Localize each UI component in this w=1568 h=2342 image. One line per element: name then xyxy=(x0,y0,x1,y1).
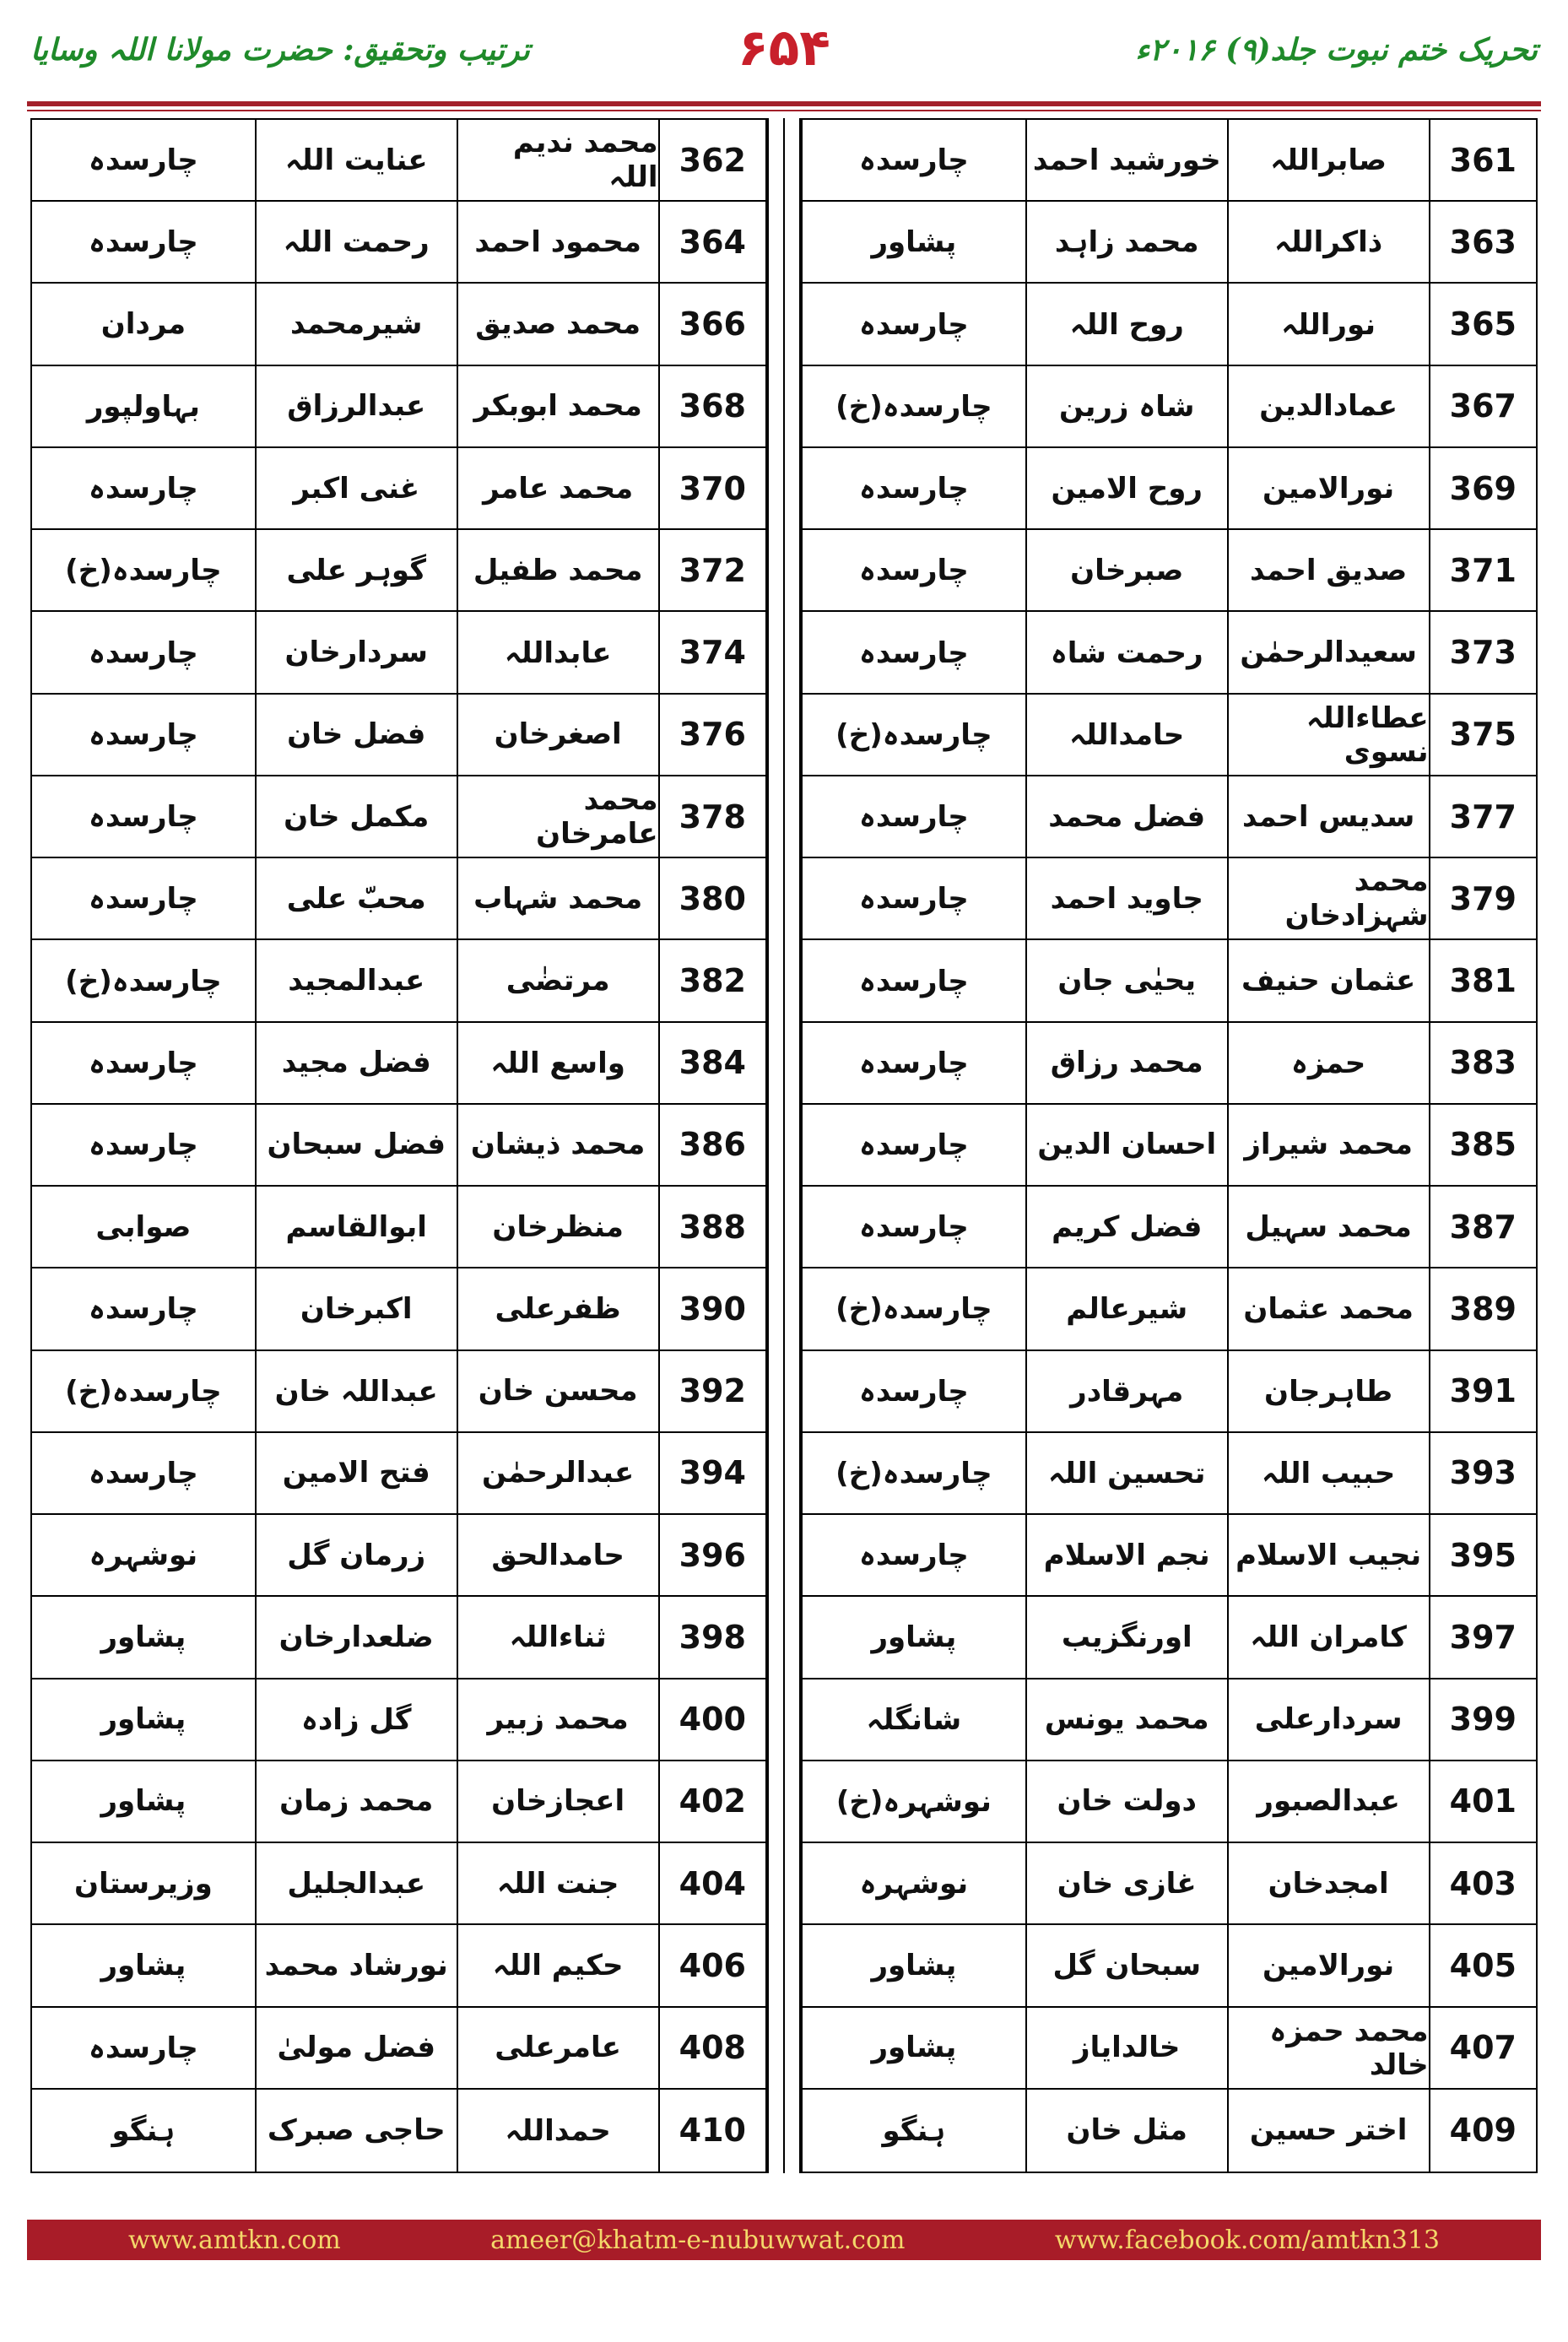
place-name: چارسدہ xyxy=(858,882,969,917)
place-name: چارسدہ xyxy=(88,1292,198,1327)
place-name: چارسدہ xyxy=(88,143,198,178)
serial-number: 364 xyxy=(658,202,765,282)
place-name: شانگلہ xyxy=(866,1702,962,1737)
table-row xyxy=(32,1925,765,2007)
table-left-half xyxy=(30,118,767,2173)
person-name: محمد ندیم اللہ xyxy=(457,120,658,200)
serial-number: 366 xyxy=(658,284,765,364)
father-name: احسان الدین xyxy=(1025,1105,1227,1185)
person-name: محمد طفیل xyxy=(457,530,658,610)
compiler-credit: ترتیب وتحقیق: حضرت مولانا اللہ وسایا xyxy=(30,32,530,68)
person-name: محمد زبیر xyxy=(457,1679,658,1760)
table-row xyxy=(803,1597,1536,1679)
serial-number: 407 xyxy=(1429,2008,1536,2088)
father-name: جاوید احمد xyxy=(1025,858,1227,938)
father-name: عبداللہ خان xyxy=(255,1351,457,1431)
person-name: محمد شیراز xyxy=(1227,1105,1429,1185)
person-name: منظرخان xyxy=(457,1187,658,1267)
table-row xyxy=(803,1679,1536,1761)
person-name: محمد حمزہ خالد xyxy=(1227,2008,1429,2088)
serial-number: 368 xyxy=(658,366,765,446)
serial-number: 370 xyxy=(658,448,765,528)
father-name: اکبرخان xyxy=(255,1268,457,1349)
place-name: چارسدہ xyxy=(88,717,198,752)
place-name: چارسدہ xyxy=(858,143,969,178)
names-table xyxy=(30,118,1538,2173)
father-name: مہرقادر xyxy=(1025,1351,1227,1431)
place-name: مردان xyxy=(100,307,187,342)
page-footer xyxy=(27,2220,1541,2260)
father-name: روح اللہ xyxy=(1025,284,1227,364)
person-name: عبدالرحمٰن xyxy=(457,1433,658,1513)
table-row xyxy=(32,695,765,776)
father-name: زرمان گل xyxy=(255,1515,457,1595)
table-row xyxy=(32,1023,765,1105)
person-name: محمد ذیشان xyxy=(457,1105,658,1185)
table-row xyxy=(32,1351,765,1433)
person-name: محمد عثمان xyxy=(1227,1268,1429,1349)
serial-number: 410 xyxy=(658,2090,765,2172)
person-name: حمداللہ xyxy=(457,2090,658,2172)
father-name: فتح الامین xyxy=(255,1433,457,1513)
father-name: غنی اکبر xyxy=(255,448,457,528)
serial-number: 401 xyxy=(1429,1761,1536,1842)
person-name: مرتضٰی xyxy=(457,940,658,1020)
person-name: محسن خان xyxy=(457,1351,658,1431)
father-name: یحیٰی جان xyxy=(1025,940,1227,1020)
person-name: عبدالصبور xyxy=(1227,1761,1429,1842)
serial-number: 409 xyxy=(1429,2090,1536,2172)
table-row xyxy=(803,366,1536,448)
person-name: عامرعلی xyxy=(457,2008,658,2088)
serial-number: 361 xyxy=(1429,120,1536,200)
table-divider xyxy=(767,118,801,2173)
father-name: حاجی صبرک xyxy=(255,2090,457,2172)
table-row xyxy=(803,776,1536,858)
serial-number: 388 xyxy=(658,1187,765,1267)
place-name: چارسدہ xyxy=(88,1046,198,1080)
serial-number: 373 xyxy=(1429,612,1536,692)
table-row xyxy=(32,284,765,365)
father-name: فضل مولیٰ xyxy=(255,2008,457,2088)
table-row xyxy=(803,940,1536,1022)
father-name: شیرمحمد xyxy=(255,284,457,364)
table-row xyxy=(32,2008,765,2090)
email-link[interactable]: ameer@khatm-e-nubuwwat.com xyxy=(490,2225,906,2255)
father-name: مثل خان xyxy=(1025,2090,1227,2172)
person-name: سدیس احمد xyxy=(1227,776,1429,857)
serial-number: 374 xyxy=(658,612,765,692)
place-name: نوشہرہ xyxy=(89,1539,198,1573)
father-name: فضل کریم xyxy=(1025,1187,1227,1267)
place-name: چارسدہ xyxy=(88,2031,198,2065)
person-name: واسع اللہ xyxy=(457,1023,658,1103)
father-name: مکمل خان xyxy=(255,776,457,857)
person-name: محمد شہاب xyxy=(457,858,658,938)
father-name: شاہ زرین xyxy=(1025,366,1227,446)
serial-number: 395 xyxy=(1429,1515,1536,1595)
table-row xyxy=(32,1679,765,1761)
person-name: کامران اللہ xyxy=(1227,1597,1429,1677)
serial-number: 405 xyxy=(1429,1925,1536,2005)
person-name: نورالامین xyxy=(1227,1925,1429,2005)
place-name: چارسدہ xyxy=(858,1374,969,1409)
serial-number: 391 xyxy=(1429,1351,1536,1431)
serial-number: 393 xyxy=(1429,1433,1536,1513)
place-name: وزیرستان xyxy=(74,1866,213,1901)
serial-number: 363 xyxy=(1429,202,1536,282)
table-row xyxy=(803,1187,1536,1268)
person-name: سردارعلی xyxy=(1227,1679,1429,1760)
father-name: عبدالرزاق xyxy=(255,366,457,446)
father-name: خورشید احمد xyxy=(1025,120,1227,200)
serial-number: 384 xyxy=(658,1023,765,1103)
serial-number: 399 xyxy=(1429,1679,1536,1760)
place-name: چارسدہ(خ) xyxy=(835,389,992,424)
place-name: چارسدہ xyxy=(858,472,969,506)
person-name: حامدالحق xyxy=(457,1515,658,1595)
person-name: حمزہ xyxy=(1227,1023,1429,1103)
person-name: ذاکراللہ xyxy=(1227,202,1429,282)
place-name: چارسدہ(خ) xyxy=(65,964,222,998)
person-name: محمد ابوبکر xyxy=(457,366,658,446)
place-name: چارسدہ(خ) xyxy=(835,1292,992,1327)
serial-number: 402 xyxy=(658,1761,765,1842)
facebook-link[interactable]: www.facebook.com/amtkn313 xyxy=(1054,2225,1440,2255)
serial-number: 371 xyxy=(1429,530,1536,610)
serial-number: 400 xyxy=(658,1679,765,1760)
place-name: چارسدہ xyxy=(858,636,969,670)
serial-number: 385 xyxy=(1429,1105,1536,1185)
father-name: محمد زمان xyxy=(255,1761,457,1842)
table-row xyxy=(32,612,765,694)
place-name: چارسدہ xyxy=(858,554,969,588)
table-row xyxy=(803,2008,1536,2090)
father-name: عنایت اللہ xyxy=(255,120,457,200)
person-name: محمد سہیل xyxy=(1227,1187,1429,1267)
father-name: فضل محمد xyxy=(1025,776,1227,857)
serial-number: 377 xyxy=(1429,776,1536,857)
person-name: ثناءاللہ xyxy=(457,1597,658,1677)
father-name: رحمت اللہ xyxy=(255,202,457,282)
person-name: ظفرعلی xyxy=(457,1268,658,1349)
serial-number: 367 xyxy=(1429,366,1536,446)
place-name: چارسدہ xyxy=(88,636,198,670)
person-name: نورالامین xyxy=(1227,448,1429,528)
father-name: دولت خان xyxy=(1025,1761,1227,1842)
person-name: صدیق احمد xyxy=(1227,530,1429,610)
place-name: ہنگو xyxy=(882,2113,946,2148)
father-name: فضل مجید xyxy=(255,1023,457,1103)
serial-number: 376 xyxy=(658,695,765,775)
person-name: محمد عامر xyxy=(457,448,658,528)
serial-number: 403 xyxy=(1429,1843,1536,1923)
place-name: چارسدہ(خ) xyxy=(65,1374,222,1409)
table-row xyxy=(32,1433,765,1515)
father-name: محمد زاہد xyxy=(1025,202,1227,282)
father-name: عبدالجلیل xyxy=(255,1843,457,1923)
place-name: بہاولپور xyxy=(86,389,200,424)
table-row xyxy=(32,448,765,530)
serial-number: 372 xyxy=(658,530,765,610)
father-name: تحسین اللہ xyxy=(1025,1433,1227,1513)
place-name: چارسدہ xyxy=(858,307,969,342)
serial-number: 383 xyxy=(1429,1023,1536,1103)
table-row xyxy=(32,1515,765,1597)
table-row xyxy=(32,1105,765,1187)
serial-number: 375 xyxy=(1429,695,1536,775)
place-name: پشاور xyxy=(100,1948,187,1982)
table-row xyxy=(32,1597,765,1679)
person-name: نوراللہ xyxy=(1227,284,1429,364)
table-row xyxy=(32,1761,765,1843)
person-name: اختر حسین xyxy=(1227,2090,1429,2172)
person-name: عابداللہ xyxy=(457,612,658,692)
person-name: جنت اللہ xyxy=(457,1843,658,1923)
serial-number: 386 xyxy=(658,1105,765,1185)
person-name: امجدخان xyxy=(1227,1843,1429,1923)
table-row xyxy=(32,202,765,284)
table-row xyxy=(803,695,1536,776)
father-name: محمد رزاق xyxy=(1025,1023,1227,1103)
father-name: سردارخان xyxy=(255,612,457,692)
father-name: ضلعدارخان xyxy=(255,1597,457,1677)
father-name: عبدالمجید xyxy=(255,940,457,1020)
table-row xyxy=(803,1515,1536,1597)
person-name: اصغرخان xyxy=(457,695,658,775)
table-row xyxy=(803,612,1536,694)
serial-number: 369 xyxy=(1429,448,1536,528)
table-row xyxy=(803,120,1536,202)
table-row xyxy=(32,530,765,612)
table-row xyxy=(32,366,765,448)
table-row xyxy=(803,1023,1536,1105)
table-row xyxy=(803,448,1536,530)
serial-number: 378 xyxy=(658,776,765,857)
serial-number: 392 xyxy=(658,1351,765,1431)
father-name: رحمت شاہ xyxy=(1025,612,1227,692)
place-name: چارسدہ xyxy=(88,882,198,917)
serial-number: 397 xyxy=(1429,1597,1536,1677)
header-rule-thin xyxy=(27,110,1541,111)
book-title: تحریک ختم نبوت جلد(۹) ۲۰۱۶ء xyxy=(1135,32,1538,68)
place-name: چارسدہ xyxy=(88,800,198,835)
father-name: شیرعالم xyxy=(1025,1268,1227,1349)
table-row xyxy=(803,1925,1536,2007)
website-link[interactable]: www.amtkn.com xyxy=(128,2225,341,2255)
serial-number: 390 xyxy=(658,1268,765,1349)
person-name: نجیب الاسلام xyxy=(1227,1515,1429,1595)
father-name: خالدایاز xyxy=(1025,2008,1227,2088)
place-name: پشاور xyxy=(100,1620,187,1654)
serial-number: 362 xyxy=(658,120,765,200)
place-name: چارسدہ(خ) xyxy=(835,1456,992,1490)
father-name: نورشاد محمد xyxy=(255,1925,457,2005)
father-name: غازی خان xyxy=(1025,1843,1227,1923)
place-name: چارسدہ xyxy=(88,472,198,506)
place-name: چارسدہ xyxy=(858,800,969,835)
father-name: ابوالقاسم xyxy=(255,1187,457,1267)
table-row xyxy=(32,1268,765,1350)
table-row xyxy=(32,1187,765,1268)
place-name: پشاور xyxy=(100,1784,187,1819)
place-name: چارسدہ xyxy=(858,1128,969,1162)
place-name: پشاور xyxy=(871,2031,957,2065)
serial-number: 406 xyxy=(658,1925,765,2005)
place-name: پشاور xyxy=(871,1620,957,1654)
place-name: چارسدہ xyxy=(858,1539,969,1573)
place-name: چارسدہ xyxy=(88,1128,198,1162)
father-name: فضل سبحان xyxy=(255,1105,457,1185)
page-header xyxy=(0,0,1568,105)
place-name: ہنگو xyxy=(111,2113,176,2148)
father-name: محمد یونس xyxy=(1025,1679,1227,1760)
place-name: چارسدہ xyxy=(88,1456,198,1490)
serial-number: 394 xyxy=(658,1433,765,1513)
place-name: صوابی xyxy=(95,1209,192,1244)
serial-number: 381 xyxy=(1429,940,1536,1020)
person-name: محمود احمد xyxy=(457,202,658,282)
person-name: محمد شہزادخان xyxy=(1227,858,1429,938)
person-name: عطاءاللہ نسوی xyxy=(1227,695,1429,775)
header-rule xyxy=(27,101,1541,106)
place-name: چارسدہ(خ) xyxy=(835,717,992,752)
table-row xyxy=(803,1105,1536,1187)
father-name: حامداللہ xyxy=(1025,695,1227,775)
place-name: چارسدہ xyxy=(858,1046,969,1080)
place-name: نوشہرہ(خ) xyxy=(835,1784,992,1819)
father-name: روح الامین xyxy=(1025,448,1227,528)
table-row xyxy=(32,940,765,1022)
person-name: محمد عامرخان xyxy=(457,776,658,857)
serial-number: 398 xyxy=(658,1597,765,1677)
person-name: سعیدالرحمٰن xyxy=(1227,612,1429,692)
person-name: طاہرجان xyxy=(1227,1351,1429,1431)
table-row xyxy=(32,2090,765,2172)
table-row xyxy=(803,202,1536,284)
table-row xyxy=(803,1761,1536,1843)
table-row xyxy=(32,858,765,940)
serial-number: 380 xyxy=(658,858,765,938)
father-name: گوہر علی xyxy=(255,530,457,610)
place-name: پشاور xyxy=(100,1702,187,1737)
place-name: نوشہرہ xyxy=(859,1867,969,1901)
table-row xyxy=(803,1843,1536,1925)
table-row xyxy=(32,776,765,858)
person-name: محمد صدیق xyxy=(457,284,658,364)
serial-number: 389 xyxy=(1429,1268,1536,1349)
person-name: حبیب اللہ xyxy=(1227,1433,1429,1513)
table-row xyxy=(803,2090,1536,2172)
father-name: سبحان گل xyxy=(1025,1925,1227,2005)
table-row xyxy=(803,1351,1536,1433)
place-name: پشاور xyxy=(871,1948,957,1982)
page-number: ۶۵۴ xyxy=(738,19,830,78)
place-name: چارسدہ(خ) xyxy=(65,554,222,588)
table-row xyxy=(32,120,765,202)
father-name: صبرخان xyxy=(1025,530,1227,610)
table-row xyxy=(32,1843,765,1925)
serial-number: 387 xyxy=(1429,1187,1536,1267)
serial-number: 365 xyxy=(1429,284,1536,364)
table-row xyxy=(803,858,1536,940)
serial-number: 408 xyxy=(658,2008,765,2088)
place-name: چارسدہ xyxy=(858,1210,969,1245)
serial-number: 379 xyxy=(1429,858,1536,938)
table-row xyxy=(803,284,1536,365)
person-name: عثمان حنیف xyxy=(1227,940,1429,1020)
person-name: عمادالدین xyxy=(1227,366,1429,446)
serial-number: 396 xyxy=(658,1515,765,1595)
person-name: صابراللہ xyxy=(1227,120,1429,200)
place-name: چارسدہ xyxy=(858,964,969,998)
father-name: گل زادہ xyxy=(255,1679,457,1760)
serial-number: 382 xyxy=(658,940,765,1020)
father-name: محبّ علی xyxy=(255,858,457,938)
serial-number: 404 xyxy=(658,1843,765,1923)
table-row xyxy=(803,530,1536,612)
person-name: اعجازخان xyxy=(457,1761,658,1842)
person-name: حکیم اللہ xyxy=(457,1925,658,2005)
table-row xyxy=(803,1268,1536,1350)
table-row xyxy=(803,1433,1536,1515)
father-name: نجم الاسلام xyxy=(1025,1515,1227,1595)
father-name: اورنگزیب xyxy=(1025,1597,1227,1677)
place-name: چارسدہ xyxy=(88,225,198,260)
father-name: فضل خان xyxy=(255,695,457,775)
place-name: پشاور xyxy=(871,224,957,259)
table-right-half xyxy=(801,118,1538,2173)
